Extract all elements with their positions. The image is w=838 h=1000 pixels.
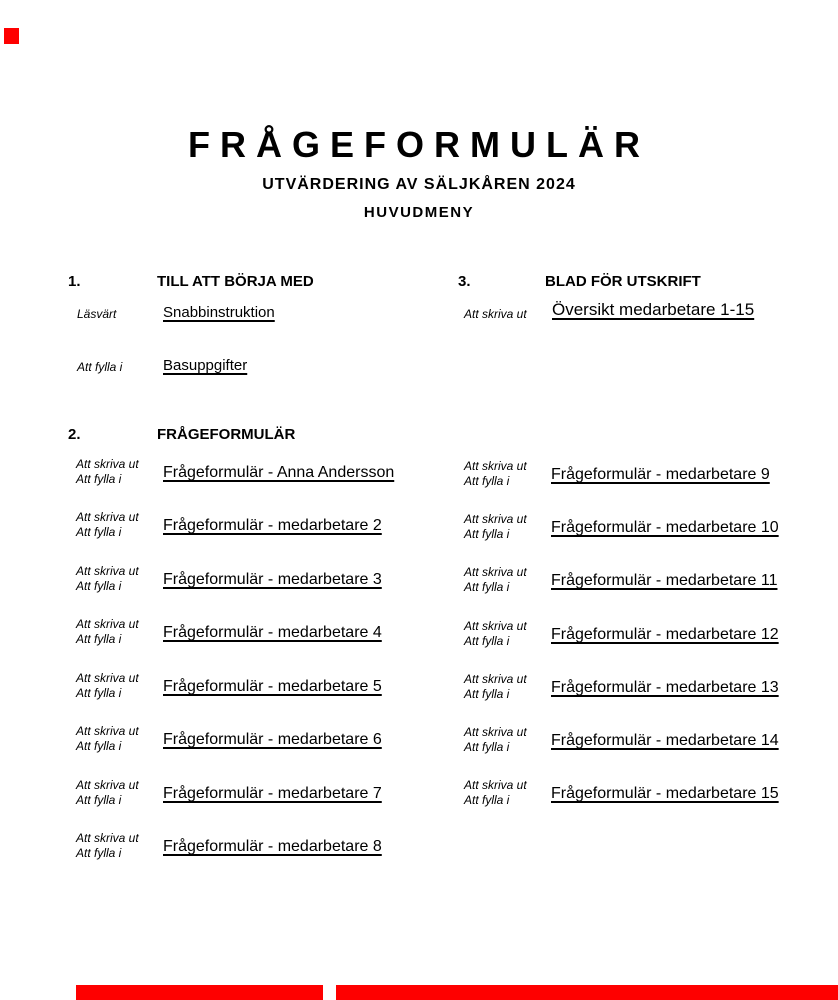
row-label-print: Att skriva ut: [76, 831, 139, 845]
row-labels: [464, 672, 527, 702]
row-label-att-fylla-i: Att fylla i: [77, 360, 123, 374]
link-fragefomular-medarbetare-6[interactable]: Frågeformulär - medarbetare 6: [163, 731, 382, 748]
row-label-fill: Att fylla i: [464, 527, 510, 541]
row-labels: [76, 457, 139, 487]
row-label-fill: Att fylla i: [76, 846, 122, 860]
link-snabbinstruktion[interactable]: Snabbinstruktion: [163, 304, 275, 321]
row-label-fill: Att fylla i: [76, 739, 122, 753]
row-label-fill: Att fylla i: [76, 793, 122, 807]
row-label-fill: Att fylla i: [464, 580, 510, 594]
section2-heading: FRÅGEFORMULÄR: [157, 426, 296, 443]
row-label-print: Att skriva ut: [76, 457, 139, 471]
row-label-fill: Att fylla i: [76, 686, 122, 700]
row-labels: [76, 510, 139, 540]
link-fragefomular-medarbetare-4[interactable]: Frågeformulär - medarbetare 4: [163, 624, 382, 641]
row-label-fill: Att fylla i: [464, 474, 510, 488]
row-label-fill: Att fylla i: [76, 632, 122, 646]
row-labels: [464, 459, 527, 489]
link-fragefomular-medarbetare-5[interactable]: Frågeformulär - medarbetare 5: [163, 678, 382, 695]
row-labels: [76, 778, 139, 808]
link-basuppgifter[interactable]: Basuppgifter: [163, 357, 248, 374]
row-label-att-skriva-ut: Att skriva ut: [464, 307, 527, 321]
page-subtitle: UTVÄRDERING AV SÄLJKÅREN 2024: [262, 176, 576, 193]
row-label-print: Att skriva ut: [76, 778, 139, 792]
row-label-print: Att skriva ut: [464, 565, 527, 579]
link-fragefomular-medarbetare-12[interactable]: Frågeformulär - medarbetare 12: [551, 626, 779, 643]
row-label-print: Att skriva ut: [464, 512, 527, 526]
row-label-fill: Att fylla i: [76, 472, 122, 486]
row-label-fill: Att fylla i: [76, 579, 122, 593]
section1-number: 1.: [68, 273, 81, 290]
row-label-print: Att skriva ut: [76, 510, 139, 524]
row-label-print: Att skriva ut: [464, 778, 527, 792]
row-label-print: Att skriva ut: [464, 619, 527, 633]
link-fragefomular-medarbetare-11[interactable]: Frågeformulär - medarbetare 11: [551, 572, 778, 589]
link-fragefomular-medarbetare-9[interactable]: Frågeformulär - medarbetare 9: [551, 466, 770, 483]
row-labels: [76, 671, 139, 701]
row-label-print: Att skriva ut: [76, 671, 139, 685]
row-label-print: Att skriva ut: [464, 672, 527, 686]
row-label-fill: Att fylla i: [464, 740, 510, 754]
link-fragefomular-medarbetare-7[interactable]: Frågeformulär - medarbetare 7: [163, 785, 382, 802]
row-labels: [76, 617, 139, 647]
row-label-fill: Att fylla i: [464, 793, 510, 807]
link-fragefomular-medarbetare-14[interactable]: Frågeformulär - medarbetare 14: [551, 732, 779, 749]
link-fragefomular-medarbetare-8[interactable]: Frågeformulär - medarbetare 8: [163, 838, 382, 855]
row-label-print: Att skriva ut: [464, 725, 527, 739]
row-labels: [464, 512, 527, 542]
row-label-fill: Att fylla i: [464, 634, 510, 648]
red-marker-bottom-right: [336, 985, 838, 1000]
red-marker-bottom-left: [76, 985, 323, 1000]
link-fragefomular-medarbetare-3[interactable]: Frågeformulär - medarbetare 3: [163, 571, 382, 588]
row-label-print: Att skriva ut: [464, 459, 527, 473]
page-title: FRÅGEFORMULÄR: [188, 124, 650, 165]
link-fragefomular-medarbetare-10[interactable]: Frågeformulär - medarbetare 10: [551, 519, 779, 536]
row-label-fill: Att fylla i: [76, 525, 122, 539]
row-labels: [464, 565, 527, 595]
row-label-print: Att skriva ut: [76, 617, 139, 631]
section1-heading: TILL ATT BÖRJA MED: [157, 273, 314, 290]
row-label-print: Att skriva ut: [76, 724, 139, 738]
menu-heading: HUVUDMENY: [363, 204, 475, 221]
row-labels: [76, 724, 139, 754]
section3-heading: BLAD FÖR UTSKRIFT: [545, 273, 701, 290]
row-labels: [464, 725, 527, 755]
row-labels: [76, 564, 139, 594]
row-labels: [76, 831, 139, 861]
red-marker-top-left: [4, 28, 19, 44]
link-fragefomular-medarbetare-2[interactable]: Frågeformulär - medarbetare 2: [163, 517, 382, 534]
row-labels: [464, 619, 527, 649]
link-fragefomular-anna-andersson[interactable]: Frågeformulär - Anna Andersson: [163, 464, 395, 481]
row-label-fill: Att fylla i: [464, 687, 510, 701]
link-fragefomular-medarbetare-13[interactable]: Frågeformulär - medarbetare 13: [551, 679, 779, 696]
section2-number: 2.: [68, 426, 81, 443]
link-fragefomular-medarbetare-15[interactable]: Frågeformulär - medarbetare 15: [551, 785, 779, 802]
section3-number: 3.: [458, 273, 471, 290]
link-oversikt-medarbetare-1-15[interactable]: Översikt medarbetare 1-15: [552, 300, 755, 319]
row-labels: [464, 778, 527, 808]
row-label-print: Att skriva ut: [76, 564, 139, 578]
row-label-lasvart: Läsvärt: [77, 307, 117, 321]
